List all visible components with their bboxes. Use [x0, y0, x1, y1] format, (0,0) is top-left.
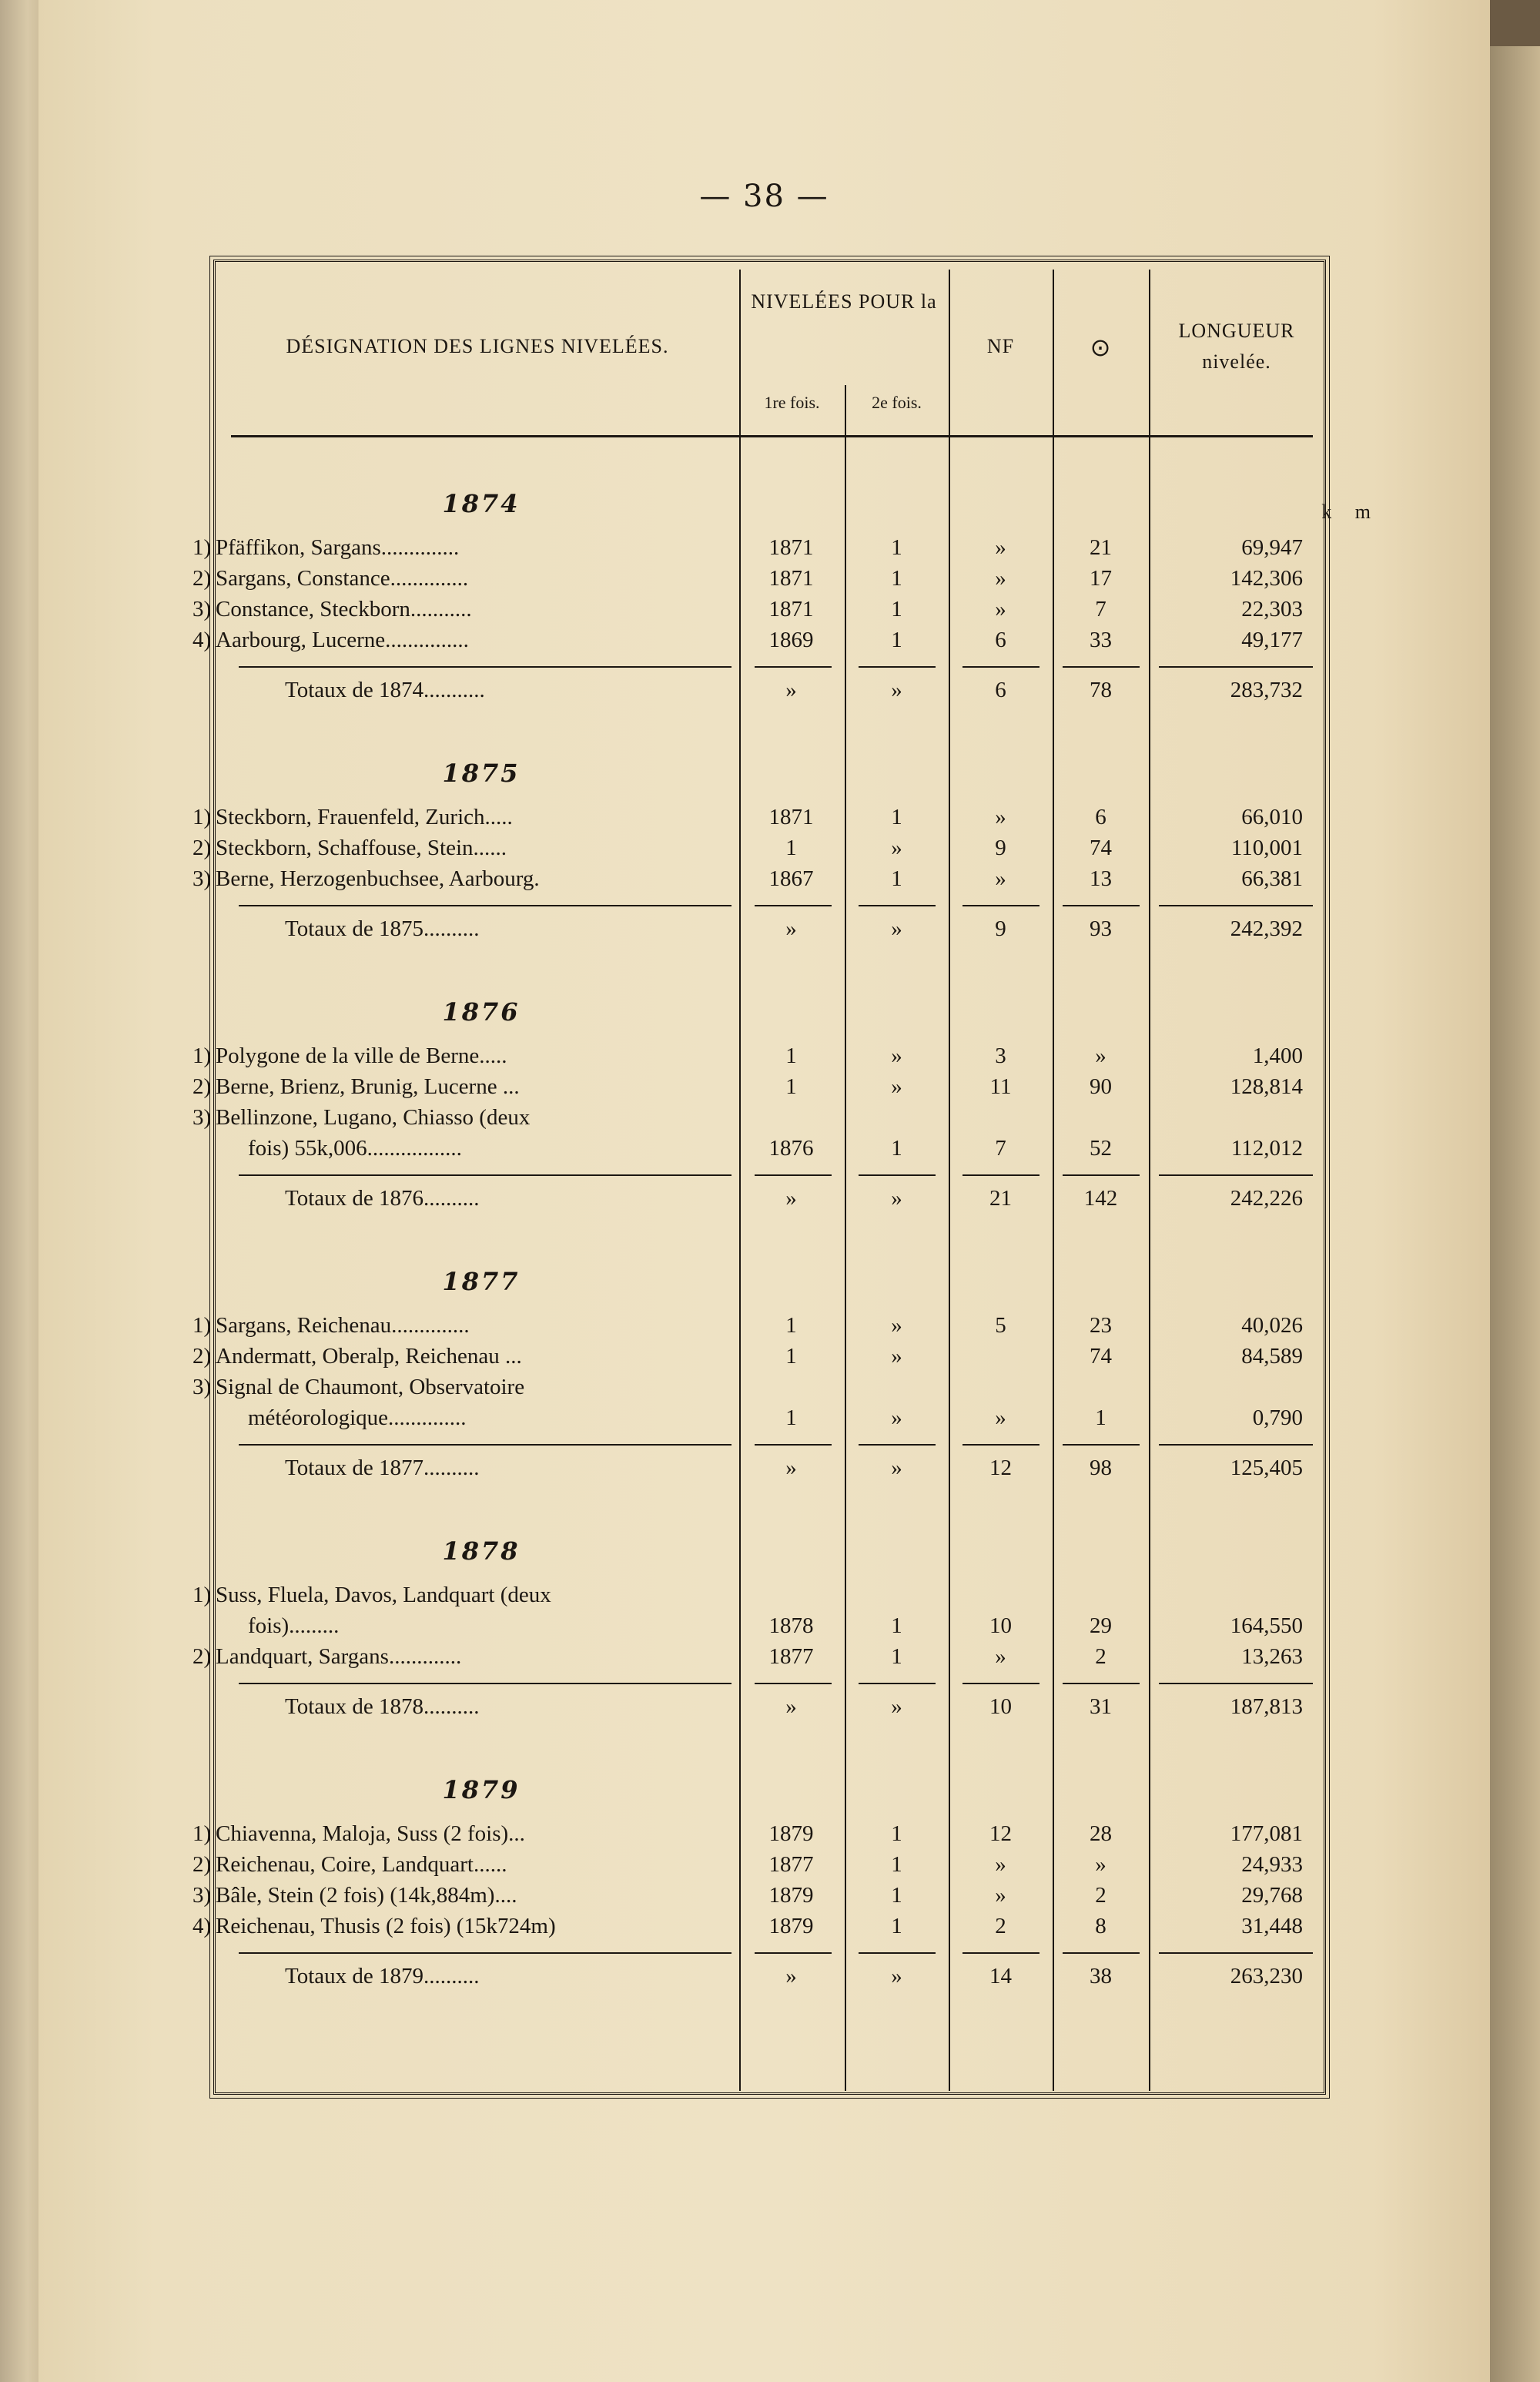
- line-name: Constance, Steckborn...........: [216, 597, 472, 621]
- section-rule: [239, 905, 732, 906]
- total-length: 283,732: [1230, 678, 1303, 702]
- second-time-cell: 1: [891, 597, 902, 621]
- total-second-time: »: [891, 1186, 902, 1211]
- total-nf: 9: [995, 916, 1006, 941]
- symbol-cell: 21: [1090, 535, 1112, 560]
- section-rule: [859, 1683, 936, 1684]
- symbol-cell: 29: [1090, 1613, 1112, 1638]
- line-name: fois).........: [248, 1613, 340, 1638]
- length-cell: 164,550: [1230, 1613, 1303, 1638]
- length-cell: 40,026: [1241, 1313, 1303, 1338]
- line-name: Landquart, Sargans.............: [216, 1644, 462, 1669]
- line-name: Suss, Fluela, Davos, Landquart (deux: [216, 1583, 551, 1607]
- table-row: [216, 1613, 1328, 1644]
- symbol-cell: 23: [1090, 1313, 1112, 1338]
- nf-cell: »: [995, 866, 1006, 891]
- line-name: Berne, Brienz, Brunig, Lucerne ...: [216, 1074, 520, 1099]
- length-cell: 31,448: [1241, 1914, 1303, 1938]
- line-name: Polygone de la ville de Berne.....: [216, 1044, 507, 1068]
- nf-cell: »: [995, 1405, 1006, 1430]
- second-time-cell: »: [891, 1313, 902, 1338]
- nf-cell: »: [995, 566, 1006, 591]
- line-name: Bellinzone, Lugano, Chiasso (deux: [216, 1105, 531, 1130]
- section-rule: [239, 1683, 732, 1684]
- line-name: Steckborn, Frauenfeld, Zurich.....: [216, 805, 513, 829]
- first-time-cell: 1877: [768, 1852, 814, 1877]
- total-row: [216, 678, 1328, 709]
- total-row: [216, 1456, 1328, 1486]
- table-row: [192, 1105, 1328, 1136]
- first-time-cell: 1867: [768, 866, 814, 891]
- second-time-cell: 1: [891, 866, 902, 891]
- second-time-cell: »: [891, 836, 902, 860]
- symbol-cell: 33: [1090, 628, 1112, 652]
- section-rule: [755, 666, 832, 668]
- section-year: 1879: [442, 1775, 521, 1804]
- symbol-cell: 6: [1095, 805, 1106, 829]
- total-second-time: »: [891, 678, 902, 702]
- page-number: — 38 —: [699, 179, 829, 214]
- line-name: Steckborn, Schaffouse, Stein......: [216, 836, 507, 860]
- total-first-time: »: [785, 1964, 797, 1988]
- nf-cell: 11: [989, 1074, 1012, 1099]
- symbol-cell: 7: [1095, 597, 1106, 621]
- second-time-cell: »: [891, 1405, 902, 1430]
- section-year: 1878: [442, 1536, 521, 1566]
- total-label: Totaux de 1878..........: [285, 1694, 480, 1719]
- second-time-cell: 1: [891, 535, 902, 560]
- line-number: 1): [192, 1313, 212, 1338]
- table-row: [192, 597, 1328, 628]
- header-nivelees: NIVELÉES POUR la: [751, 290, 937, 313]
- header-second-time: 2e fois.: [872, 393, 922, 412]
- second-time-cell: 1: [891, 1852, 902, 1877]
- total-nf: 10: [989, 1694, 1012, 1719]
- total-row: [216, 1964, 1328, 1995]
- section-rule: [1159, 666, 1313, 668]
- line-number: 2): [192, 836, 212, 860]
- section-rule: [962, 666, 1040, 668]
- total-length: 242,392: [1230, 916, 1303, 941]
- total-symbol: 31: [1090, 1694, 1112, 1719]
- line-number: 1): [192, 1044, 212, 1068]
- section-rule: [1063, 666, 1140, 668]
- section-rule: [755, 905, 832, 906]
- table-row: [192, 1644, 1328, 1675]
- symbol-cell: 13: [1090, 866, 1112, 891]
- total-symbol: 93: [1090, 916, 1112, 941]
- section-rule: [962, 1174, 1040, 1176]
- line-name: météorologique..............: [248, 1405, 467, 1430]
- line-name: Reichenau, Thusis (2 fois) (15k724m): [216, 1914, 556, 1938]
- second-time-cell: 1: [891, 1914, 902, 1938]
- first-time-cell: 1: [785, 1344, 797, 1369]
- first-time-cell: 1: [785, 1074, 797, 1099]
- second-time-cell: 1: [891, 1821, 902, 1846]
- table-row: [192, 1044, 1328, 1074]
- first-time-cell: 1879: [768, 1821, 814, 1846]
- section-rule: [1159, 905, 1313, 906]
- symbol-cell: 74: [1090, 1344, 1112, 1369]
- table-row: [192, 1344, 1328, 1375]
- table-row: [192, 1914, 1328, 1945]
- total-label: Totaux de 1879..........: [285, 1964, 480, 1988]
- line-designation: [192, 1583, 870, 1608]
- length-cell: 13,263: [1241, 1644, 1303, 1669]
- first-time-cell: 1871: [768, 805, 814, 829]
- first-time-cell: 1869: [768, 628, 814, 652]
- section-rule: [1159, 1683, 1313, 1684]
- header-first-time: 1re fois.: [764, 393, 820, 412]
- line-designation: [192, 1375, 870, 1400]
- line-number: 3): [192, 597, 212, 621]
- symbol-cell: 74: [1090, 836, 1112, 860]
- section-year: 1877: [442, 1267, 521, 1296]
- line-number: 1): [192, 805, 212, 829]
- length-cell: 128,814: [1230, 1074, 1303, 1099]
- section-rule: [1063, 1174, 1140, 1176]
- total-first-time: »: [785, 1456, 797, 1480]
- section-rule: [755, 1952, 832, 1954]
- line-name: Berne, Herzogenbuchsee, Aarbourg.: [216, 866, 540, 891]
- total-nf: 6: [995, 678, 1006, 702]
- section-rule: [859, 905, 936, 906]
- line-number: 4): [192, 1914, 212, 1938]
- section-rule: [239, 1444, 732, 1446]
- section-rule: [1063, 1444, 1140, 1446]
- length-cell: 1,400: [1252, 1044, 1303, 1068]
- second-time-cell: 1: [891, 1883, 902, 1908]
- symbol-cell: 17: [1090, 566, 1112, 591]
- table-row: [192, 1821, 1328, 1852]
- total-second-time: »: [891, 1964, 902, 1988]
- nf-cell: »: [995, 1852, 1006, 1877]
- total-first-time: »: [785, 1694, 797, 1719]
- section-year: 1876: [442, 997, 521, 1027]
- total-length: 263,230: [1230, 1964, 1303, 1988]
- section-rule: [1159, 1952, 1313, 1954]
- first-time-cell: 1876: [768, 1136, 814, 1161]
- table-row: [192, 628, 1328, 658]
- total-second-time: »: [891, 916, 902, 941]
- length-cell: 69,947: [1241, 535, 1303, 560]
- section-year: 1875: [442, 759, 521, 788]
- first-time-cell: 1: [785, 1044, 797, 1068]
- nf-cell: 9: [995, 836, 1006, 860]
- total-symbol: 38: [1090, 1964, 1112, 1988]
- line-number: 1): [192, 535, 212, 560]
- nf-cell: 2: [995, 1914, 1006, 1938]
- next-page-edge: [1490, 46, 1540, 2382]
- length-cell: 29,768: [1241, 1883, 1303, 1908]
- total-label: Totaux de 1876..........: [285, 1186, 480, 1211]
- total-second-time: »: [891, 1694, 902, 1719]
- section-rule: [962, 905, 1040, 906]
- line-number: 3): [192, 1375, 212, 1399]
- table-row: [192, 1313, 1328, 1344]
- table-row: [192, 1852, 1328, 1883]
- table-row: [192, 1583, 1328, 1613]
- first-time-cell: 1877: [768, 1644, 814, 1669]
- symbol-cell: 1: [1095, 1405, 1106, 1430]
- nf-cell: 5: [995, 1313, 1006, 1338]
- section-rule: [1063, 1683, 1140, 1684]
- table-row: [216, 1405, 1328, 1436]
- nf-cell: 12: [989, 1821, 1012, 1846]
- line-number: 2): [192, 1644, 212, 1669]
- nf-cell: »: [995, 535, 1006, 560]
- total-symbol: 78: [1090, 678, 1112, 702]
- second-time-cell: 1: [891, 1136, 902, 1161]
- nf-cell: 3: [995, 1044, 1006, 1068]
- nf-cell: 10: [989, 1613, 1012, 1638]
- table-row: [192, 1883, 1328, 1914]
- second-time-cell: 1: [891, 1613, 902, 1638]
- total-first-time: »: [785, 1186, 797, 1211]
- nf-cell: 7: [995, 1136, 1006, 1161]
- line-name: Sargans, Reichenau..............: [216, 1313, 470, 1338]
- line-designation: [192, 1105, 870, 1131]
- second-time-cell: »: [891, 1344, 902, 1369]
- section-rule: [1159, 1444, 1313, 1446]
- line-number: 2): [192, 1852, 212, 1877]
- length-cell: 66,381: [1241, 866, 1303, 891]
- second-time-cell: 1: [891, 1644, 902, 1669]
- section-rule: [755, 1174, 832, 1176]
- symbol-cell: »: [1095, 1852, 1106, 1877]
- table-row: [192, 1074, 1328, 1105]
- total-first-time: »: [785, 678, 797, 702]
- section-rule: [859, 1174, 936, 1176]
- total-symbol: 142: [1083, 1186, 1118, 1211]
- first-time-cell: 1: [785, 1405, 797, 1430]
- line-name: Chiavenna, Maloja, Suss (2 fois)...: [216, 1821, 525, 1846]
- symbol-cell: 90: [1090, 1074, 1112, 1099]
- first-time-cell: 1878: [768, 1613, 814, 1638]
- line-name: Reichenau, Coire, Landquart......: [216, 1852, 507, 1877]
- total-first-time: »: [785, 916, 797, 941]
- first-time-cell: 1871: [768, 566, 814, 591]
- total-length: 125,405: [1230, 1456, 1303, 1480]
- total-label: Totaux de 1874...........: [285, 678, 485, 702]
- line-number: 1): [192, 1821, 212, 1846]
- symbol-cell: 2: [1095, 1883, 1106, 1908]
- length-cell: 24,933: [1241, 1852, 1303, 1877]
- total-nf: 12: [989, 1456, 1012, 1480]
- length-cell: 110,001: [1230, 836, 1303, 860]
- length-cell: 84,589: [1241, 1344, 1303, 1369]
- line-name: Bâle, Stein (2 fois) (14k,884m)....: [216, 1883, 517, 1908]
- section-year: 1874: [442, 489, 521, 518]
- line-number: 1): [192, 1583, 212, 1607]
- length-cell: 66,010: [1241, 805, 1303, 829]
- line-number: 4): [192, 628, 212, 652]
- line-name: Sargans, Constance..............: [216, 566, 469, 591]
- line-number: 3): [192, 866, 212, 891]
- symbol-cell: 2: [1095, 1644, 1106, 1669]
- header-longueur: LONGUEUR nivelée.: [1178, 320, 1295, 373]
- total-second-time: »: [891, 1456, 902, 1480]
- nf-cell: 6: [995, 628, 1006, 652]
- table-row: [192, 1375, 1328, 1405]
- line-name: Signal de Chaumont, Observatoire: [216, 1375, 525, 1399]
- line-number: 2): [192, 566, 212, 591]
- total-row: [216, 916, 1328, 947]
- nf-cell: »: [995, 805, 1006, 829]
- table-row: [192, 535, 1328, 566]
- total-row: [216, 1694, 1328, 1725]
- line-number: 3): [192, 1883, 212, 1908]
- second-time-cell: »: [891, 1074, 902, 1099]
- section-rule: [1159, 1174, 1313, 1176]
- first-time-cell: 1879: [768, 1883, 814, 1908]
- header-designation: DÉSIGNATION DES LIGNES NIVELÉES.: [286, 335, 669, 357]
- length-cell: 0,790: [1252, 1405, 1303, 1430]
- second-time-cell: 1: [891, 628, 902, 652]
- section-rule: [1063, 905, 1140, 906]
- section-rule: [859, 666, 936, 668]
- total-length: 187,813: [1230, 1694, 1303, 1719]
- length-cell: 112,012: [1230, 1136, 1303, 1161]
- symbol-cell: 28: [1090, 1821, 1112, 1846]
- nf-cell: »: [995, 1644, 1006, 1669]
- table-row: [216, 1136, 1328, 1167]
- line-name: Pfäffikon, Sargans..............: [216, 535, 460, 560]
- line-name: Aarbourg, Lucerne...............: [216, 628, 469, 652]
- header-nf: NF: [986, 335, 1015, 357]
- length-cell: 177,081: [1230, 1821, 1303, 1846]
- total-label: Totaux de 1877..........: [285, 1456, 480, 1480]
- section-rule: [1063, 1952, 1140, 1954]
- length-cell: 22,303: [1241, 597, 1303, 621]
- line-name: fois) 55k,006.................: [248, 1136, 462, 1161]
- section-rule: [962, 1683, 1040, 1684]
- first-time-cell: 1871: [768, 535, 814, 560]
- second-time-cell: 1: [891, 805, 902, 829]
- table-row: [192, 866, 1328, 897]
- length-cell: 142,306: [1230, 566, 1303, 591]
- section-rule: [755, 1683, 832, 1684]
- section-rule: [859, 1952, 936, 1954]
- section-rule: [962, 1952, 1040, 1954]
- second-time-cell: »: [891, 1044, 902, 1068]
- first-time-cell: 1: [785, 836, 797, 860]
- first-time-cell: 1879: [768, 1914, 814, 1938]
- section-rule: [239, 1952, 732, 1954]
- second-time-cell: 1: [891, 566, 902, 591]
- header-rule: [231, 435, 1313, 437]
- section-rule: [239, 1174, 732, 1176]
- total-length: 242,226: [1230, 1186, 1303, 1211]
- symbol-cell: »: [1095, 1044, 1106, 1068]
- header-symbol: ⊙: [1090, 333, 1112, 361]
- table-row: [192, 805, 1328, 836]
- nf-cell: »: [995, 1883, 1006, 1908]
- total-label: Totaux de 1875..........: [285, 916, 480, 941]
- nf-cell: »: [995, 597, 1006, 621]
- symbol-cell: 8: [1095, 1914, 1106, 1938]
- line-number: 2): [192, 1074, 212, 1099]
- line-name: Andermatt, Oberalp, Reichenau ...: [216, 1344, 522, 1369]
- table-row: [192, 836, 1328, 866]
- first-time-cell: 1: [785, 1313, 797, 1338]
- section-rule: [859, 1444, 936, 1446]
- total-row: [216, 1186, 1328, 1217]
- total-nf: 14: [989, 1964, 1012, 1988]
- section-rule: [239, 666, 732, 668]
- section-rule: [962, 1444, 1040, 1446]
- total-nf: 21: [989, 1186, 1012, 1211]
- section-rule: [755, 1444, 832, 1446]
- length-cell: 49,177: [1241, 628, 1303, 652]
- line-number: 2): [192, 1344, 212, 1369]
- length-unit-header: k m: [1321, 501, 1371, 523]
- table-row: [192, 566, 1328, 597]
- first-time-cell: 1871: [768, 597, 814, 621]
- line-number: 3): [192, 1105, 212, 1130]
- levelling-table: [192, 260, 1371, 2095]
- symbol-cell: 52: [1090, 1136, 1112, 1161]
- total-symbol: 98: [1090, 1456, 1112, 1480]
